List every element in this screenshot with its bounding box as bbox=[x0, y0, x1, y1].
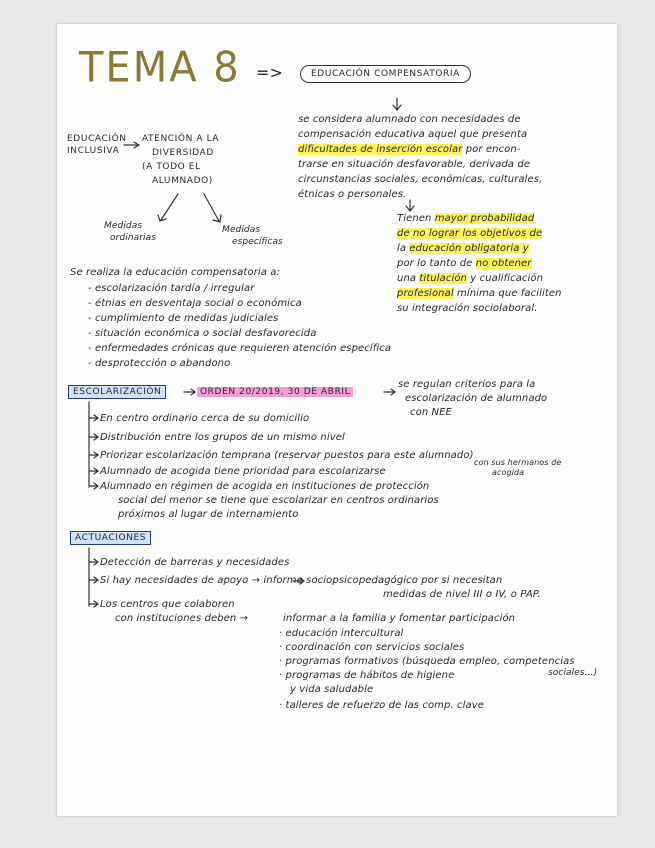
escolarizacion-item: En centro ordinario cerca de su domicilio bbox=[100, 413, 310, 424]
mindmap-atencion-d: ALUMNADO) bbox=[152, 176, 213, 186]
actuaciones-subitem: y vida saludable bbox=[290, 684, 374, 695]
highlight-dificultades: dificultades de inserción escolar bbox=[298, 144, 463, 155]
page-edge bbox=[617, 24, 621, 816]
realiza-item: - escolarización tardía / irregular bbox=[88, 283, 255, 294]
realiza-intro: Se realiza la educación compensatoria a: bbox=[70, 267, 280, 278]
inform-family: informar a la familia y fomentar participación bbox=[283, 613, 516, 624]
definition-line-1: se considera alumnado con necesidades de bbox=[298, 114, 521, 125]
branch-ordinarias-b: ordinarias bbox=[110, 233, 157, 243]
escolarizacion-item: próximos al lugar de internamiento bbox=[118, 509, 299, 520]
definition-line-2: compensación educativa aquel que presenta bbox=[298, 129, 528, 140]
branch-especificas-b: específicas bbox=[232, 237, 283, 247]
definition-line-5: circunstancias sociales, económicas, culturales, bbox=[298, 174, 543, 185]
consequence-line-3: la educación obligatoria y bbox=[397, 243, 529, 254]
actuaciones-subitem: · programas de hábitos de higiene bbox=[279, 670, 455, 681]
consequence-line-1: Tienen mayor probabilidad bbox=[397, 213, 535, 224]
actuaciones-item-2b: medidas de nivel III o IV, o PAP. bbox=[383, 589, 541, 600]
realiza-item: - cumplimiento de medidas judiciales bbox=[88, 313, 279, 324]
escolarizacion-label: ESCOLARIZACIÓN bbox=[68, 385, 166, 399]
consequence-line-2: de no lograr los objetivos de bbox=[397, 228, 543, 239]
branch-ordinarias-a: Medidas bbox=[104, 221, 143, 231]
actuaciones-item-3a: Los centros que colaboren bbox=[100, 599, 235, 610]
realiza-item: - situación económica o social desfavorecida bbox=[88, 328, 317, 339]
consequence-line-5: una titulación y cualificación bbox=[397, 273, 544, 284]
mindmap-atencion-a: ATENCIÓN A LA bbox=[142, 134, 220, 144]
escolarizacion-item: Priorizar escolarización temprana (reservar puestos para este alumnado) bbox=[100, 450, 474, 461]
escolarizacion-item: Distribución entre los grupos de un mismo nivel bbox=[100, 432, 345, 443]
mindmap-inclusiva-b: INCLUSIVA bbox=[67, 146, 120, 156]
escolarizacion-item: Alumnado en régimen de acogida en instituciones de protección bbox=[100, 481, 430, 492]
page-title: TEMA 8 bbox=[79, 43, 241, 93]
title-arrow: => bbox=[256, 63, 284, 82]
consequence-line-7: su integración sociolaboral. bbox=[397, 303, 538, 314]
definition-line-3: dificultades de inserción escolar por encon- bbox=[298, 144, 521, 155]
escolarizacion-item: Alumnado de acogida tiene prioridad para escolarizarse bbox=[100, 466, 386, 477]
definition-line-4: trarse en situación desfavorable, derivada de bbox=[298, 159, 531, 170]
order-note-1: se regulan criterios para la bbox=[398, 379, 536, 390]
sociales-note: sociales...) bbox=[548, 668, 598, 678]
actuaciones-label: ACTUACIONES bbox=[70, 531, 151, 545]
actuaciones-subitem: · programas formativos (búsqueda empleo, competencias bbox=[279, 656, 575, 667]
actuaciones-item-3b: con instituciones deben → bbox=[115, 613, 249, 624]
definition-line-6: étnicas o personales. bbox=[298, 189, 407, 200]
siblings-note-a: con sus hermanos de bbox=[474, 458, 562, 467]
mindmap-atencion-c: (A TODO EL bbox=[142, 162, 201, 172]
mindmap-inclusiva-a: EDUCACIÓN bbox=[67, 134, 127, 144]
actuaciones-item-2a: Si hay necesidades de apoyo → informe sociopsicopedagógico por si necesitan bbox=[100, 575, 503, 586]
consequence-line-4: por lo tanto de no obtener bbox=[397, 258, 532, 269]
actuaciones-subitem: · coordinación con servicios sociales bbox=[279, 642, 465, 653]
escolarizacion-item: social del menor se tiene que escolarizar en centros ordinarios bbox=[118, 495, 439, 506]
realiza-item: - étnias en desventaja social o económica bbox=[88, 298, 302, 309]
order-note-2: escolarización de alumnado bbox=[405, 393, 548, 404]
order-note-3: con NEE bbox=[410, 407, 452, 418]
actuaciones-subitem: · educación intercultural bbox=[279, 628, 404, 639]
consequence-line-6: profesional mínima que faciliten bbox=[397, 288, 562, 299]
branch-especificas-a: Medidas bbox=[222, 225, 261, 235]
siblings-note-b: acogida bbox=[492, 468, 525, 477]
mindmap-atencion-b: DIVERSIDAD bbox=[152, 148, 214, 158]
order-highlight: ORDEN 20/2019, 30 DE ABRIL bbox=[197, 386, 353, 399]
topic-cloud: EDUCACIÓN COMPENSATORIA bbox=[300, 65, 471, 83]
actuaciones-subitem: · talleres de refuerzo de las comp. clave bbox=[279, 700, 484, 711]
actuaciones-item-1: Detección de barreras y necesidades bbox=[100, 557, 290, 568]
realiza-item: - enfermedades crónicas que requieren atención específica bbox=[88, 343, 392, 354]
realiza-item: - desprotección o abandono bbox=[88, 358, 231, 369]
